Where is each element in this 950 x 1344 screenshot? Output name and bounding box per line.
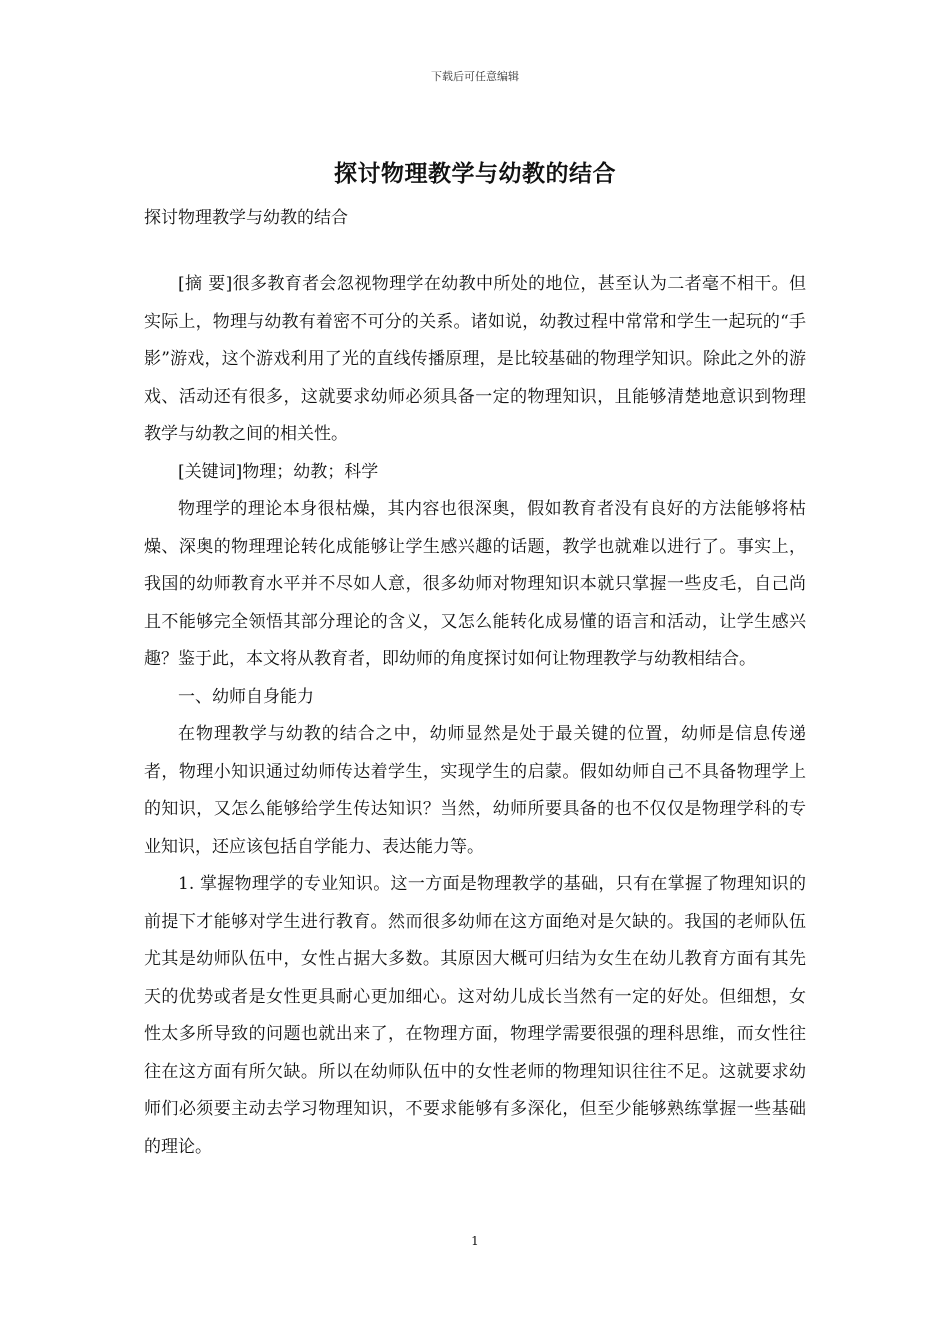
document-title: 探讨物理教学与幼教的结合: [334, 160, 616, 187]
section-paragraph: 在物理教学与幼教的结合之中，幼师显然是处于最关键的位置，幼师是信息传递者，物理小知识通过幼师传达着学生，实现学生的启蒙。假如幼师自己不具备物理学上的知识，又怎么能够给学生传达知识？当然，幼师所要具备的也不仅仅是物理学科的专业知识，还应该包括自学能力、表达能力等。: [144, 724, 806, 857]
intro-paragraph: 物理学的理论本身很枯燥，其内容也很深奥，假如教育者没有良好的方法能够将枯燥、深奥的物理理论转化成能够让学生感兴趣的话题，教学也就难以进行了。事实上，我国的幼师教育水平并不尽如人意，很多幼师对物理知识本就只掌握一些皮毛，自己尚且不能够完全领悟其部分理论的含义，又怎么能转化成易懂的语言和活动，让学生感兴趣？鉴于此，本文将从教育者，即幼师的角度探讨如何让物理教学与幼教相结合。: [144, 499, 806, 669]
document-body: [144, 266, 806, 1166]
page-number: 1: [471, 1234, 479, 1248]
section-heading: 一、幼师自身能力: [178, 686, 314, 707]
page-header: 下载后可任意编辑: [431, 70, 519, 83]
keywords-paragraph: [关键词]物理；幼教；科学: [178, 461, 379, 482]
knowledge-paragraph: 1. 掌握物理学的专业知识。这一方面是物理教学的基础，只有在掌握了物理知识的前提下才能够对学生进行教育。然而很多幼师在这方面绝对是欠缺的。我国的老师队伍尤其是幼师队伍中，女性占据大多数。其原因大概可归结为女生在幼儿教育方面有其先天的优势或者是女性更具耐心更加细心。这对幼儿成长当然有一定的好处。但细想，女性太多所导致的问题也就出来了，在物理方面，物理学需要很强的理科思维，而女性往往在这方面有所欠缺。所以在幼师队伍中的女性老师的物理知识往往不足。这就要求幼师们必须要主动去学习物理知识，不要求能够有多深化，但至少能够熟练掌握一些基础的理论。: [144, 874, 806, 1157]
document-subtitle: 探讨物理教学与幼教的结合: [144, 208, 348, 228]
abstract-paragraph: [摘 要]很多教育者会忽视物理学在幼教中所处的地位，甚至认为二者毫不相干。但实际上，物理与幼教有着密不可分的关系。诸如说，幼教过程中常常和学生一起玩的“手影”游戏，这个游戏利用了光的直线传播原理，是比较基础的物理学知识。除此之外的游戏、活动还有很多，这就要求幼师必须具备一定的物理知识，且能够清楚地意识到物理教学与幼教之间的相关性。: [144, 274, 806, 444]
